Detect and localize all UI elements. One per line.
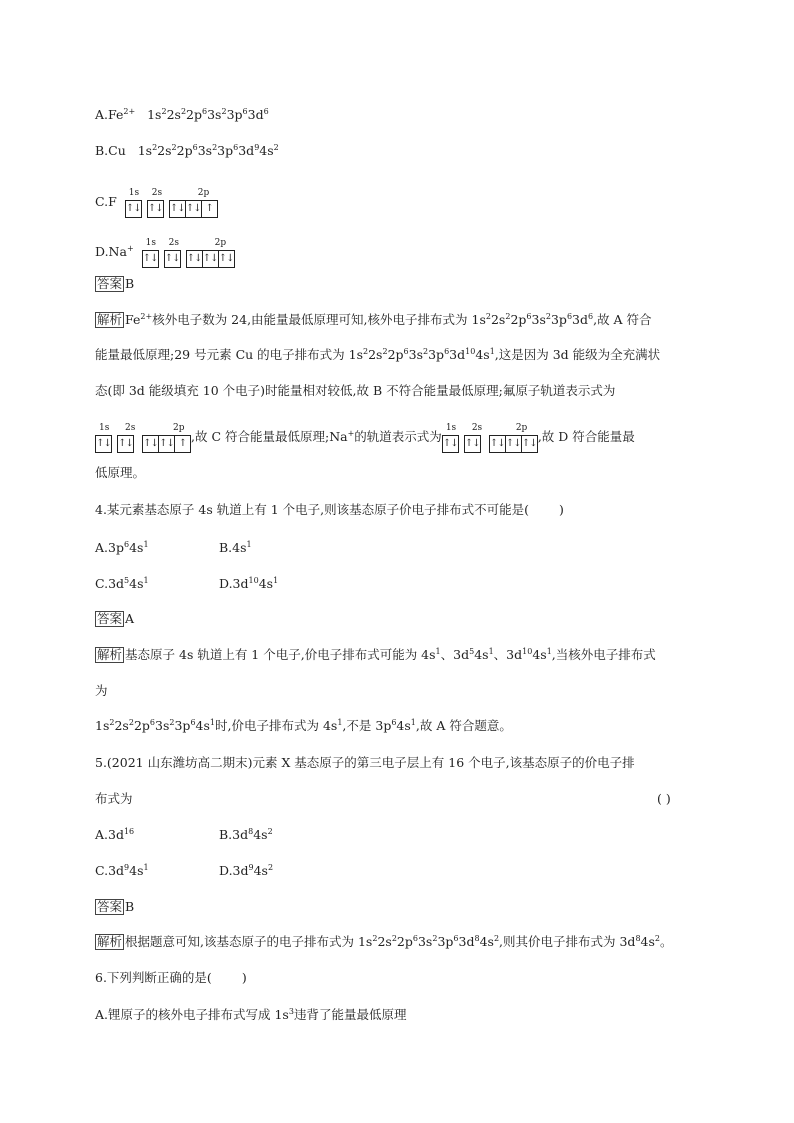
analysis-tag: 解析 (97, 934, 123, 949)
option-label: C.F (95, 194, 117, 209)
analysis-tag: 解析 (97, 647, 123, 662)
orbital-diagram-na-plus-inline: 1s 2s 2p ↑↓ ↑↓ ↑↓↑↓↑↓ (442, 435, 538, 453)
q4-analysis-line-3: $1s^22s^22p^63s^23p^64s^1$时,价电子排布式为 $4s^1$,不是 $3p^64s^1$,故 A 符合题意。 (95, 718, 512, 733)
answer-tag: 答案 (97, 276, 123, 291)
option-c-f (95, 188, 223, 218)
q5-option-d: $D.3d^94s^2$ (219, 863, 274, 878)
q5-option-b: $B.3d^84s^2$ (219, 827, 273, 842)
analysis-line-5: 低原理。 (95, 465, 146, 480)
orbital-box-2p: ↑↓↑↓ ↑ (169, 200, 218, 218)
orbital-box-1s: ↑↓ (125, 200, 142, 218)
orbital-label-2s: 2s (151, 188, 163, 198)
charge: + (126, 244, 134, 253)
q5-answer-line (95, 899, 134, 915)
analysis-line-4: 1s 2s 2p ↑↓ ↑↓ ↑↓↑↓ ↑ ,故 C 符合能量最低原理;Na+的轨道表示式为 1s 2s 2p ↑↓ ↑↓ ↑↓↑↓↑↓,故 D 符合能量最 (95, 429, 635, 453)
question-5-stem-2: 布式为 (95, 791, 133, 806)
q5-analysis-line: 解析 根据题意可知,该基态原子的电子排布式为 $1s^22s^22p^63s^23p^63d^84s^2$,则其价电子排布式为 $3d^84s^2$。 (97, 934, 673, 949)
question-6-stem: 6.下列判断正确的是( ) (95, 970, 247, 985)
q4-analysis-line-1: 解析 基态原子 4s 轨道上有 1 个电子,价电子排布式可能为 $4s^1$、$3d^54s^1$、$3d^{10}4s^1$,当核外电子排布式 (97, 647, 656, 662)
answer-value: B (125, 276, 135, 291)
orbital-diagram-f-inline: 1s 2s 2p ↑↓ ↑↓ ↑↓↑↓ ↑ (95, 435, 191, 453)
orbital-diagram-na-plus: 1s 2s 2p ↑↓ ↑↓ ↑↓↑↓↑↓ (142, 250, 240, 268)
answer-blank: ( ) (657, 791, 671, 806)
orbital-box-2s: ↑↓ (147, 200, 164, 218)
analysis-line-2: 能量最低原理;29 号元素 Cu 的电子排布式为 $1s^22s^22p^63s^23p^63d^{10}4s^1$,这是因为 3d 能级为全充满状 (95, 347, 661, 362)
q5-option-c: $C.3d^94s^1$ (95, 863, 149, 878)
question-4-stem: 4.某元素基态原子 4s 轨道上有 1 个电子,则该基态原子价电子排布式不可能是( ) (95, 502, 564, 517)
orbital-label-2p: 2p (197, 188, 210, 198)
analysis-line-1: 解析 $Fe^{2+}$核外电子数为 24,由能量最低原理可知,核外电子排布式为 $1s^22s^22p^63s^23p^63d^6$,故 A 符合 (97, 312, 652, 327)
answer-value: B (125, 899, 135, 914)
option-a-fe: $A.Fe^{2+}$ $1s^22s^22p^63s^23p^63d^6$ (95, 107, 269, 122)
answer-value: A (125, 611, 135, 626)
charge: 2+ (123, 107, 136, 116)
option-b-cu: B.Cu $1s^22s^22p^63s^23p^63d^94s^2$ (95, 143, 279, 158)
q4-answer-line (95, 611, 134, 627)
option-label: B.Cu (95, 143, 126, 158)
q5-option-a: $A.3d^{16}$ (95, 827, 135, 842)
option-d-na (95, 238, 240, 268)
q4-option-d: $D.3d^{10}4s^1$ (219, 576, 279, 591)
q4-analysis-line-2: 为 (95, 683, 108, 698)
option-label: D.Na (95, 244, 127, 259)
answer-tag: 答案 (97, 611, 123, 626)
analysis-tag: 解析 (97, 312, 123, 327)
answer-line (95, 276, 134, 292)
answer-tag: 答案 (97, 899, 123, 914)
q4-option-c: $C.3d^54s^1$ (95, 576, 149, 591)
question-5-stem-1: 5.(2021 山东潍坊高二期末)元素 X 基态原子的第三电子层上有 16 个电子,该基态原子的价电子排 (95, 755, 635, 770)
q6-option-a: A.锂原子的核外电子排布式写成 $1s^3$违背了能量最低原理 (95, 1007, 407, 1022)
analysis-line-3: 态(即 3d 能级填充 10 个电子)时能量相对较低,故 B 不符合能量最低原理;氟原子轨道表示式为 (95, 383, 616, 398)
option-label: A.Fe (95, 107, 124, 122)
q4-option-b: $B.4s^1$ (219, 540, 252, 555)
q4-option-a: $A.3p^64s^1$ (95, 540, 149, 555)
orbital-diagram-f (125, 188, 223, 218)
orbital-label-1s: 1s (128, 188, 140, 198)
